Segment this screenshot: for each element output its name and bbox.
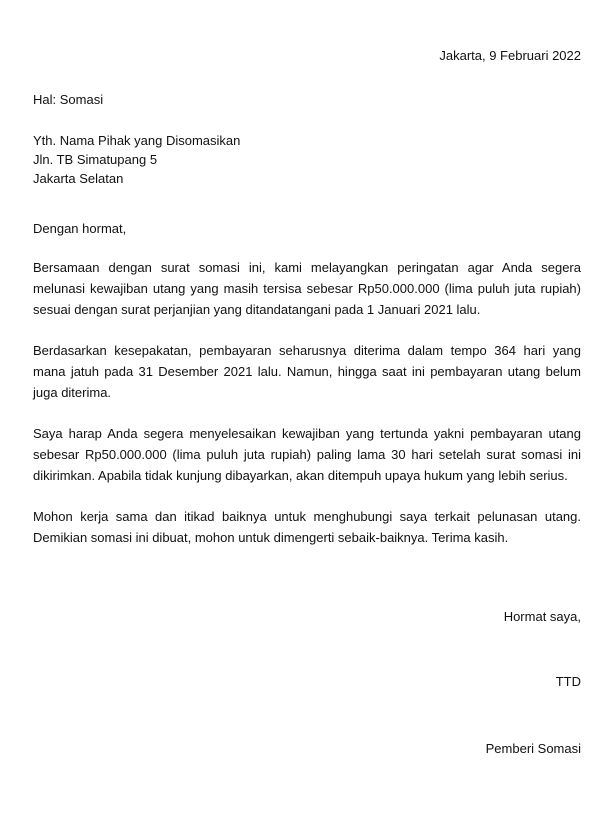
- body-paragraph: Berdasarkan kesepakatan, pembayaran seharusnya diterima dalam tempo 364 hari yang mana jatuh pada 31 Desember 2021 lalu. Namun, hingga saat ini pembayaran utang belum juga diterima.: [33, 343, 581, 400]
- subject-line: Hal: Somasi: [33, 92, 104, 107]
- signature-mark: TTD: [555, 674, 581, 689]
- closing-signature-block: [33, 607, 581, 758]
- signature-space-lower: [33, 691, 581, 739]
- recipient-street: Jln. TB Simatupang 5: [33, 152, 158, 167]
- salutation: Dengan hormat,: [33, 221, 127, 236]
- body-paragraph: Bersamaan dengan surat somasi ini, kami melayangkan peringatan agar Anda segera melunasi kewajiban utang yang masih tersisa sebesar Rp50.000.000 (lima puluh juta rupiah) sesuai dengan surat perjanjian yang ditandatangani pada 1 Januari 2021 lalu.: [33, 260, 581, 317]
- signer-title: Pemberi Somasi: [485, 741, 581, 756]
- recipient-address-block: [33, 131, 581, 188]
- document-content: [33, 0, 581, 758]
- body-paragraphs: [33, 257, 581, 548]
- body-paragraph: Saya harap Anda segera menyelesaikan kewajiban yang tertunda yakni pembayaran utang sebesar Rp50.000.000 (lima puluh juta rupiah) paling lama 30 hari setelah surat somasi ini dikirimkan. Apabila tidak kunjung dibayarkan, akan ditempuh upaya hukum yang lebih serius.: [33, 426, 581, 483]
- recipient-city: Jakarta Selatan: [33, 171, 124, 186]
- signature-space-upper: [33, 626, 581, 672]
- recipient-name: Yth. Nama Pihak yang Disomasikan: [33, 133, 241, 148]
- body-paragraph: Mohon kerja sama dan itikad baiknya untuk menghubungi saya terkait pelunasan utang. Demikian somasi ini dibuat, mohon untuk dimengerti sebaik-baiknya. Terima kasih.: [33, 509, 581, 545]
- date-line: Jakarta, 9 Februari 2022: [439, 48, 581, 63]
- valediction: Hormat saya,: [503, 609, 581, 624]
